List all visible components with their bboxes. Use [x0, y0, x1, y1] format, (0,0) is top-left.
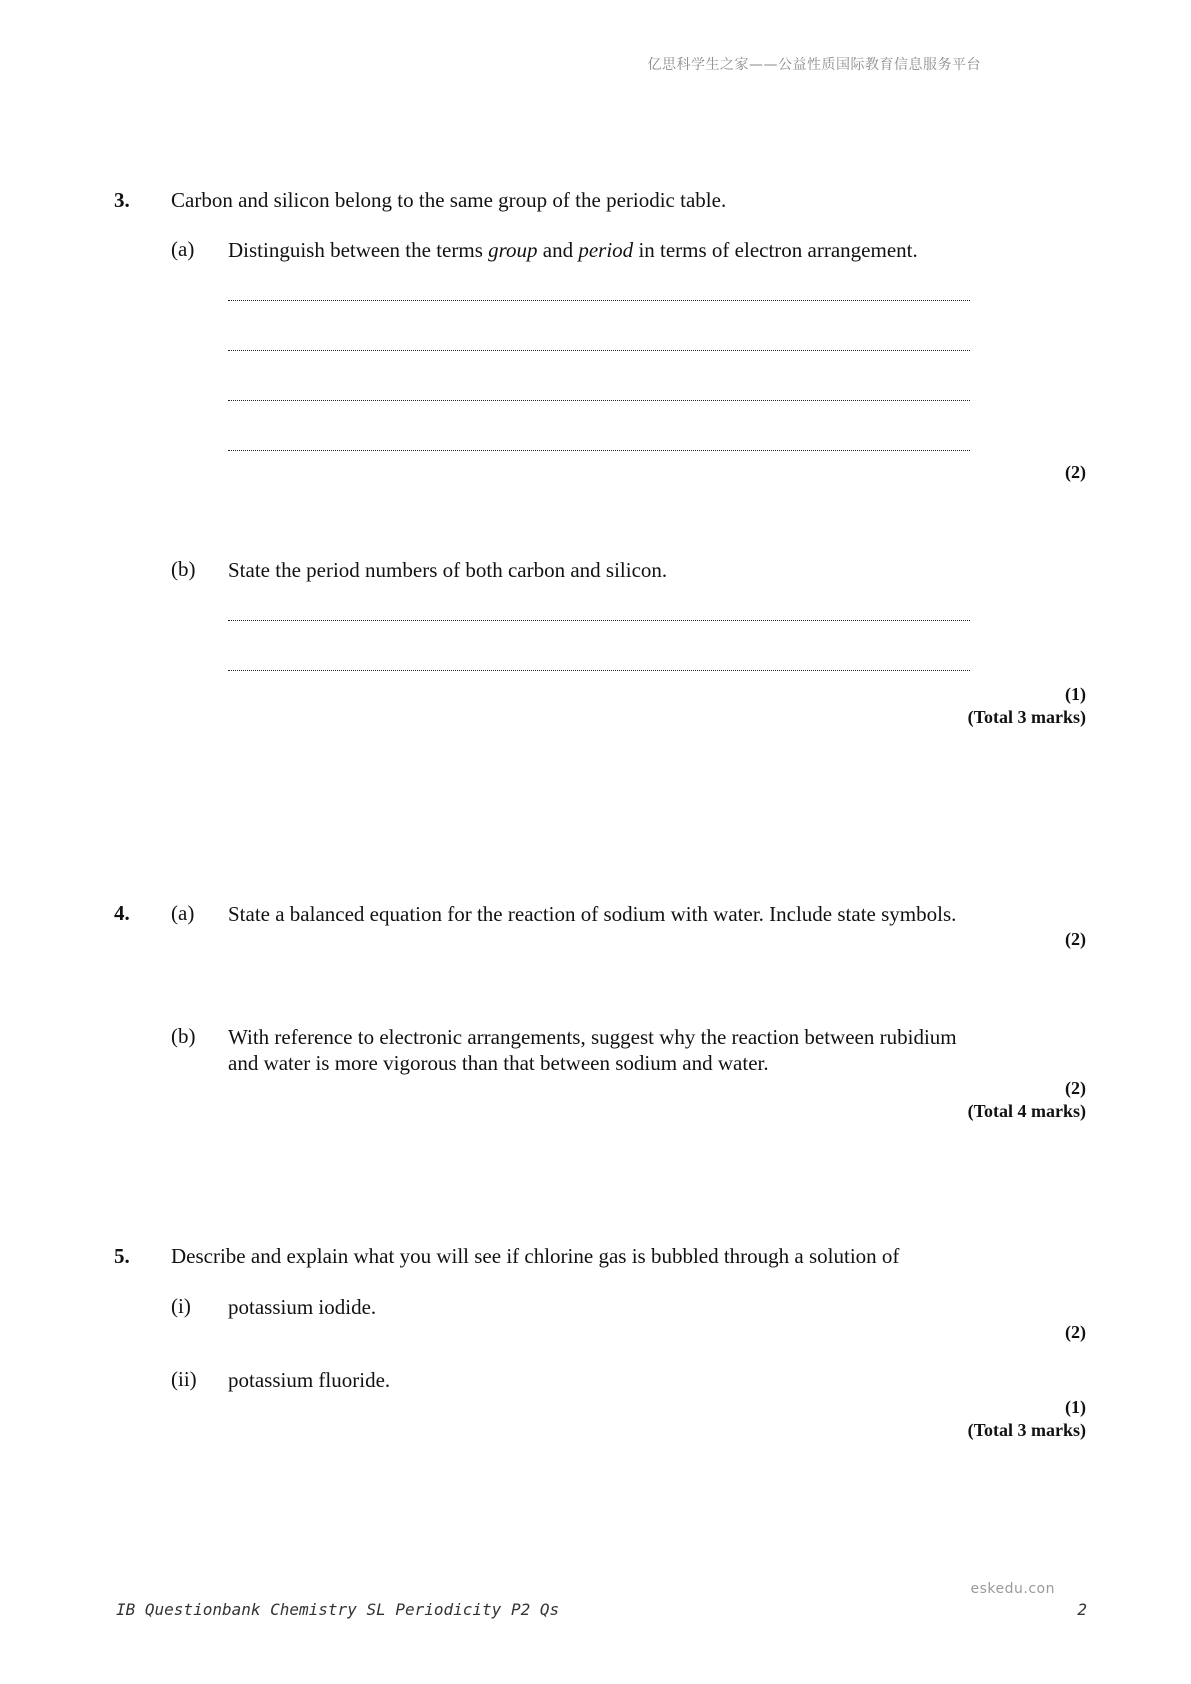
question-4-total: (Total 4 marks) [967, 1101, 1086, 1121]
question-3a-text-2: and [537, 238, 579, 262]
question-3b-label: (b) [171, 557, 196, 581]
question-5ii-label: (ii) [171, 1367, 197, 1391]
question-4a-marks: (2) [1065, 929, 1086, 949]
question-5-stem: Describe and explain what you will see if chlorine gas is bubbled through a solution of [171, 1244, 900, 1268]
answer-line-3a-4[interactable] [228, 450, 970, 451]
question-5i-label: (i) [171, 1294, 191, 1318]
question-5i-text: potassium iodide. [228, 1295, 377, 1319]
header-banner: 亿思科学生之家——公益性质国际教育信息服务平台 [647, 57, 981, 73]
page-number: 2 [1077, 1600, 1087, 1619]
question-3b-text: State the period numbers of both carbon and silicon. [228, 558, 668, 582]
answer-line-3b-1[interactable] [228, 620, 970, 621]
question-3a-text-3: in terms of electron arrangement. [633, 238, 918, 262]
question-5ii-marks: (1) [1065, 1397, 1086, 1417]
question-5i-marks: (2) [1065, 1322, 1086, 1342]
question-3-stem: Carbon and silicon belong to the same group of the periodic table. [171, 188, 727, 212]
question-4-number: 4. [114, 901, 130, 925]
answer-line-3a-2[interactable] [228, 350, 970, 351]
question-3a-text [228, 237, 918, 263]
question-4a-text: State a balanced equation for the reaction of sodium with water. Include state symbols. [228, 902, 957, 926]
question-5-number: 5. [114, 1244, 130, 1268]
question-3-number: 3. [114, 188, 130, 212]
watermark: eskedu.con [970, 1581, 1055, 1597]
footer-title: IB Questionbank Chemistry SL Periodicity P2 Qs [116, 1600, 560, 1619]
question-5-total: (Total 3 marks) [967, 1420, 1086, 1440]
question-4b-marks: (2) [1065, 1078, 1086, 1098]
question-4a-label: (a) [171, 901, 195, 925]
question-4b-label: (b) [171, 1024, 196, 1048]
question-3a-label: (a) [171, 237, 195, 261]
answer-line-3a-3[interactable] [228, 400, 970, 401]
question-4b-text-line-2: and water is more vigorous than that between sodium and water. [228, 1051, 769, 1075]
question-3a-term-group: group [488, 238, 538, 262]
answer-line-3a-1[interactable] [228, 300, 970, 301]
question-5ii-text: potassium fluoride. [228, 1368, 391, 1392]
question-3a-marks: (2) [1065, 462, 1086, 482]
question-3-total: (Total 3 marks) [967, 707, 1086, 727]
question-3a-term-period: period [578, 238, 634, 262]
answer-line-3b-2[interactable] [228, 670, 970, 671]
question-3a-text-1: Distinguish between the terms [228, 238, 489, 262]
question-3b-marks: (1) [1065, 684, 1086, 704]
question-4b-text-line-1: With reference to electronic arrangements, suggest why the reaction between rubidium [228, 1025, 957, 1049]
question-4b-text [228, 1024, 957, 1076]
